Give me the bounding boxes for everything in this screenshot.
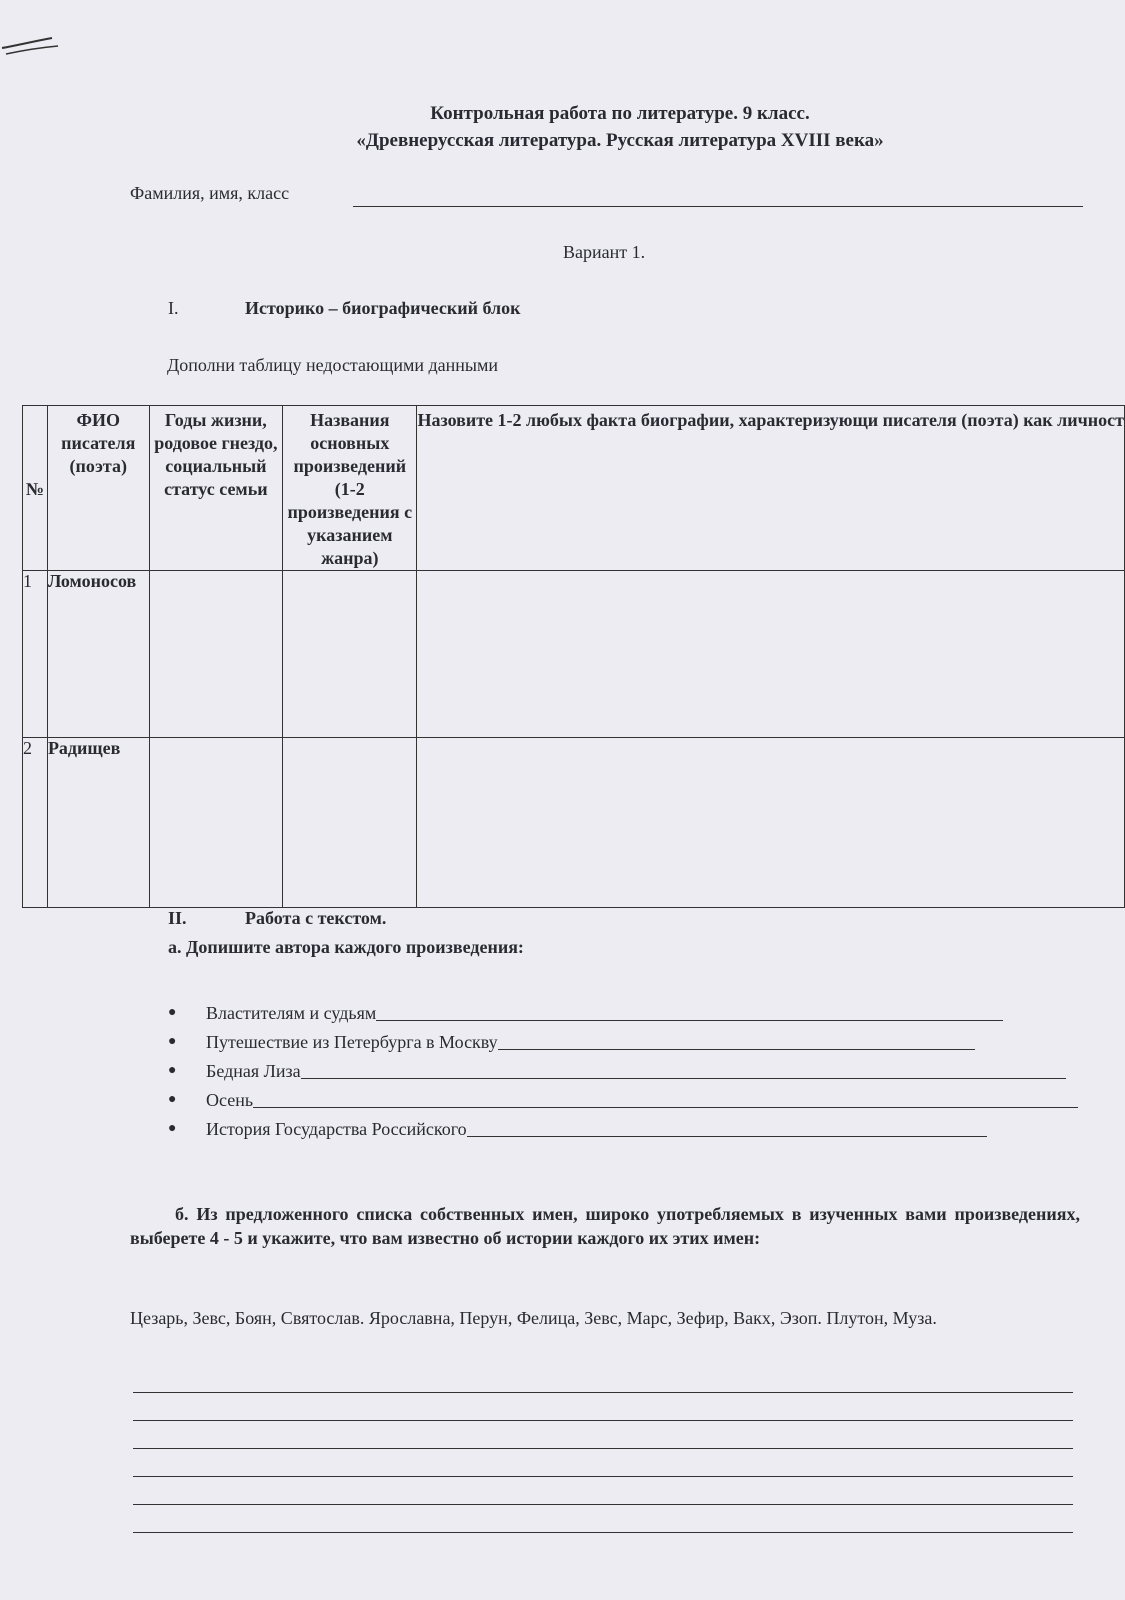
work-title: Бедная Лиза bbox=[206, 1061, 301, 1081]
row-author: Радищев bbox=[47, 738, 149, 908]
section2-numeral: II. bbox=[168, 908, 187, 928]
cell-facts[interactable] bbox=[417, 738, 1125, 908]
pen-mark-icon bbox=[0, 34, 60, 62]
header-num: № bbox=[23, 406, 48, 571]
section1-title: Историко – биографический блок bbox=[245, 298, 521, 318]
variant-label: Вариант 1. bbox=[563, 242, 646, 262]
header-fio: ФИО писателя (поэта) bbox=[47, 406, 149, 571]
work-title: Путешествие из Петербурга в Москву bbox=[206, 1032, 498, 1052]
answer-line[interactable] bbox=[133, 1392, 1073, 1393]
bullet-icon: ● bbox=[168, 1034, 177, 1049]
answer-line[interactable] bbox=[253, 1089, 1078, 1108]
bullet-icon: ● bbox=[168, 1121, 177, 1136]
name-field-line[interactable] bbox=[353, 206, 1083, 207]
answer-line[interactable] bbox=[467, 1118, 987, 1137]
answer-line[interactable] bbox=[498, 1031, 975, 1050]
answer-line[interactable] bbox=[133, 1476, 1073, 1477]
cell-works[interactable] bbox=[283, 571, 417, 738]
list-item bbox=[168, 1053, 1078, 1082]
biography-table bbox=[22, 405, 1125, 908]
section1-numeral: I. bbox=[168, 298, 179, 318]
table-row bbox=[23, 738, 1125, 908]
header-years: Годы жизни, родовое гнездо, социальный статус семьи bbox=[149, 406, 283, 571]
answer-line[interactable] bbox=[376, 1002, 1003, 1021]
answer-line[interactable] bbox=[133, 1504, 1073, 1505]
answer-line[interactable] bbox=[133, 1448, 1073, 1449]
list-item bbox=[168, 995, 1078, 1024]
work-title: Властителям и судьям bbox=[206, 1003, 377, 1023]
task-a-title: а. Допишите автора каждого произведения: bbox=[168, 937, 524, 957]
list-item bbox=[168, 1024, 1078, 1053]
answer-line[interactable] bbox=[133, 1532, 1073, 1533]
bullet-icon: ● bbox=[168, 1005, 177, 1020]
header-facts: Назовите 1-2 любых факта биографии, характеризующи писателя (поэта) как личност bbox=[417, 406, 1125, 571]
row-number: 2 bbox=[23, 738, 48, 908]
name-field-label: Фамилия, имя, класс bbox=[130, 183, 290, 203]
header-works: Названия основных произведений (1-2 произведения с указанием жанра) bbox=[283, 406, 417, 571]
answer-line[interactable] bbox=[133, 1420, 1073, 1421]
bullet-icon: ● bbox=[168, 1063, 177, 1078]
worksheet-title: Контрольная работа по литературе. 9 класс. bbox=[430, 103, 810, 124]
row-number: 1 bbox=[23, 571, 48, 738]
cell-works[interactable] bbox=[283, 738, 417, 908]
task-b-text: б. Из предложенного списка собственных имен, широко употребляемых в изученных вами произведениях, выберете 4 - 5 и укажите, что вам известно об истории каждого их этих имен: bbox=[130, 1204, 1080, 1248]
answer-line[interactable] bbox=[301, 1060, 1066, 1079]
works-list bbox=[168, 995, 1078, 1140]
worksheet-subtitle: «Древнерусская литература. Русская литература XVIII века» bbox=[356, 130, 884, 151]
bullet-icon: ● bbox=[168, 1092, 177, 1107]
list-item bbox=[168, 1111, 1078, 1140]
work-title: История Государства Российского bbox=[206, 1119, 467, 1139]
section2-title: Работа с текстом. bbox=[245, 908, 387, 928]
row-author: Ломоносов bbox=[47, 571, 149, 738]
work-title: Осень bbox=[206, 1090, 254, 1110]
cell-facts[interactable] bbox=[417, 571, 1125, 738]
cell-years[interactable] bbox=[149, 571, 283, 738]
table-row bbox=[23, 571, 1125, 738]
list-item bbox=[168, 1082, 1078, 1111]
cell-years[interactable] bbox=[149, 738, 283, 908]
section1-instruction: Дополни таблицу недостающими данными bbox=[167, 355, 499, 375]
names-list: Цезарь, Зевс, Боян, Святослав. Ярославна, Перун, Фелица, Зевс, Марс, Зефир, Вакх, Эзоп. Плутон, Муза. bbox=[130, 1308, 937, 1328]
